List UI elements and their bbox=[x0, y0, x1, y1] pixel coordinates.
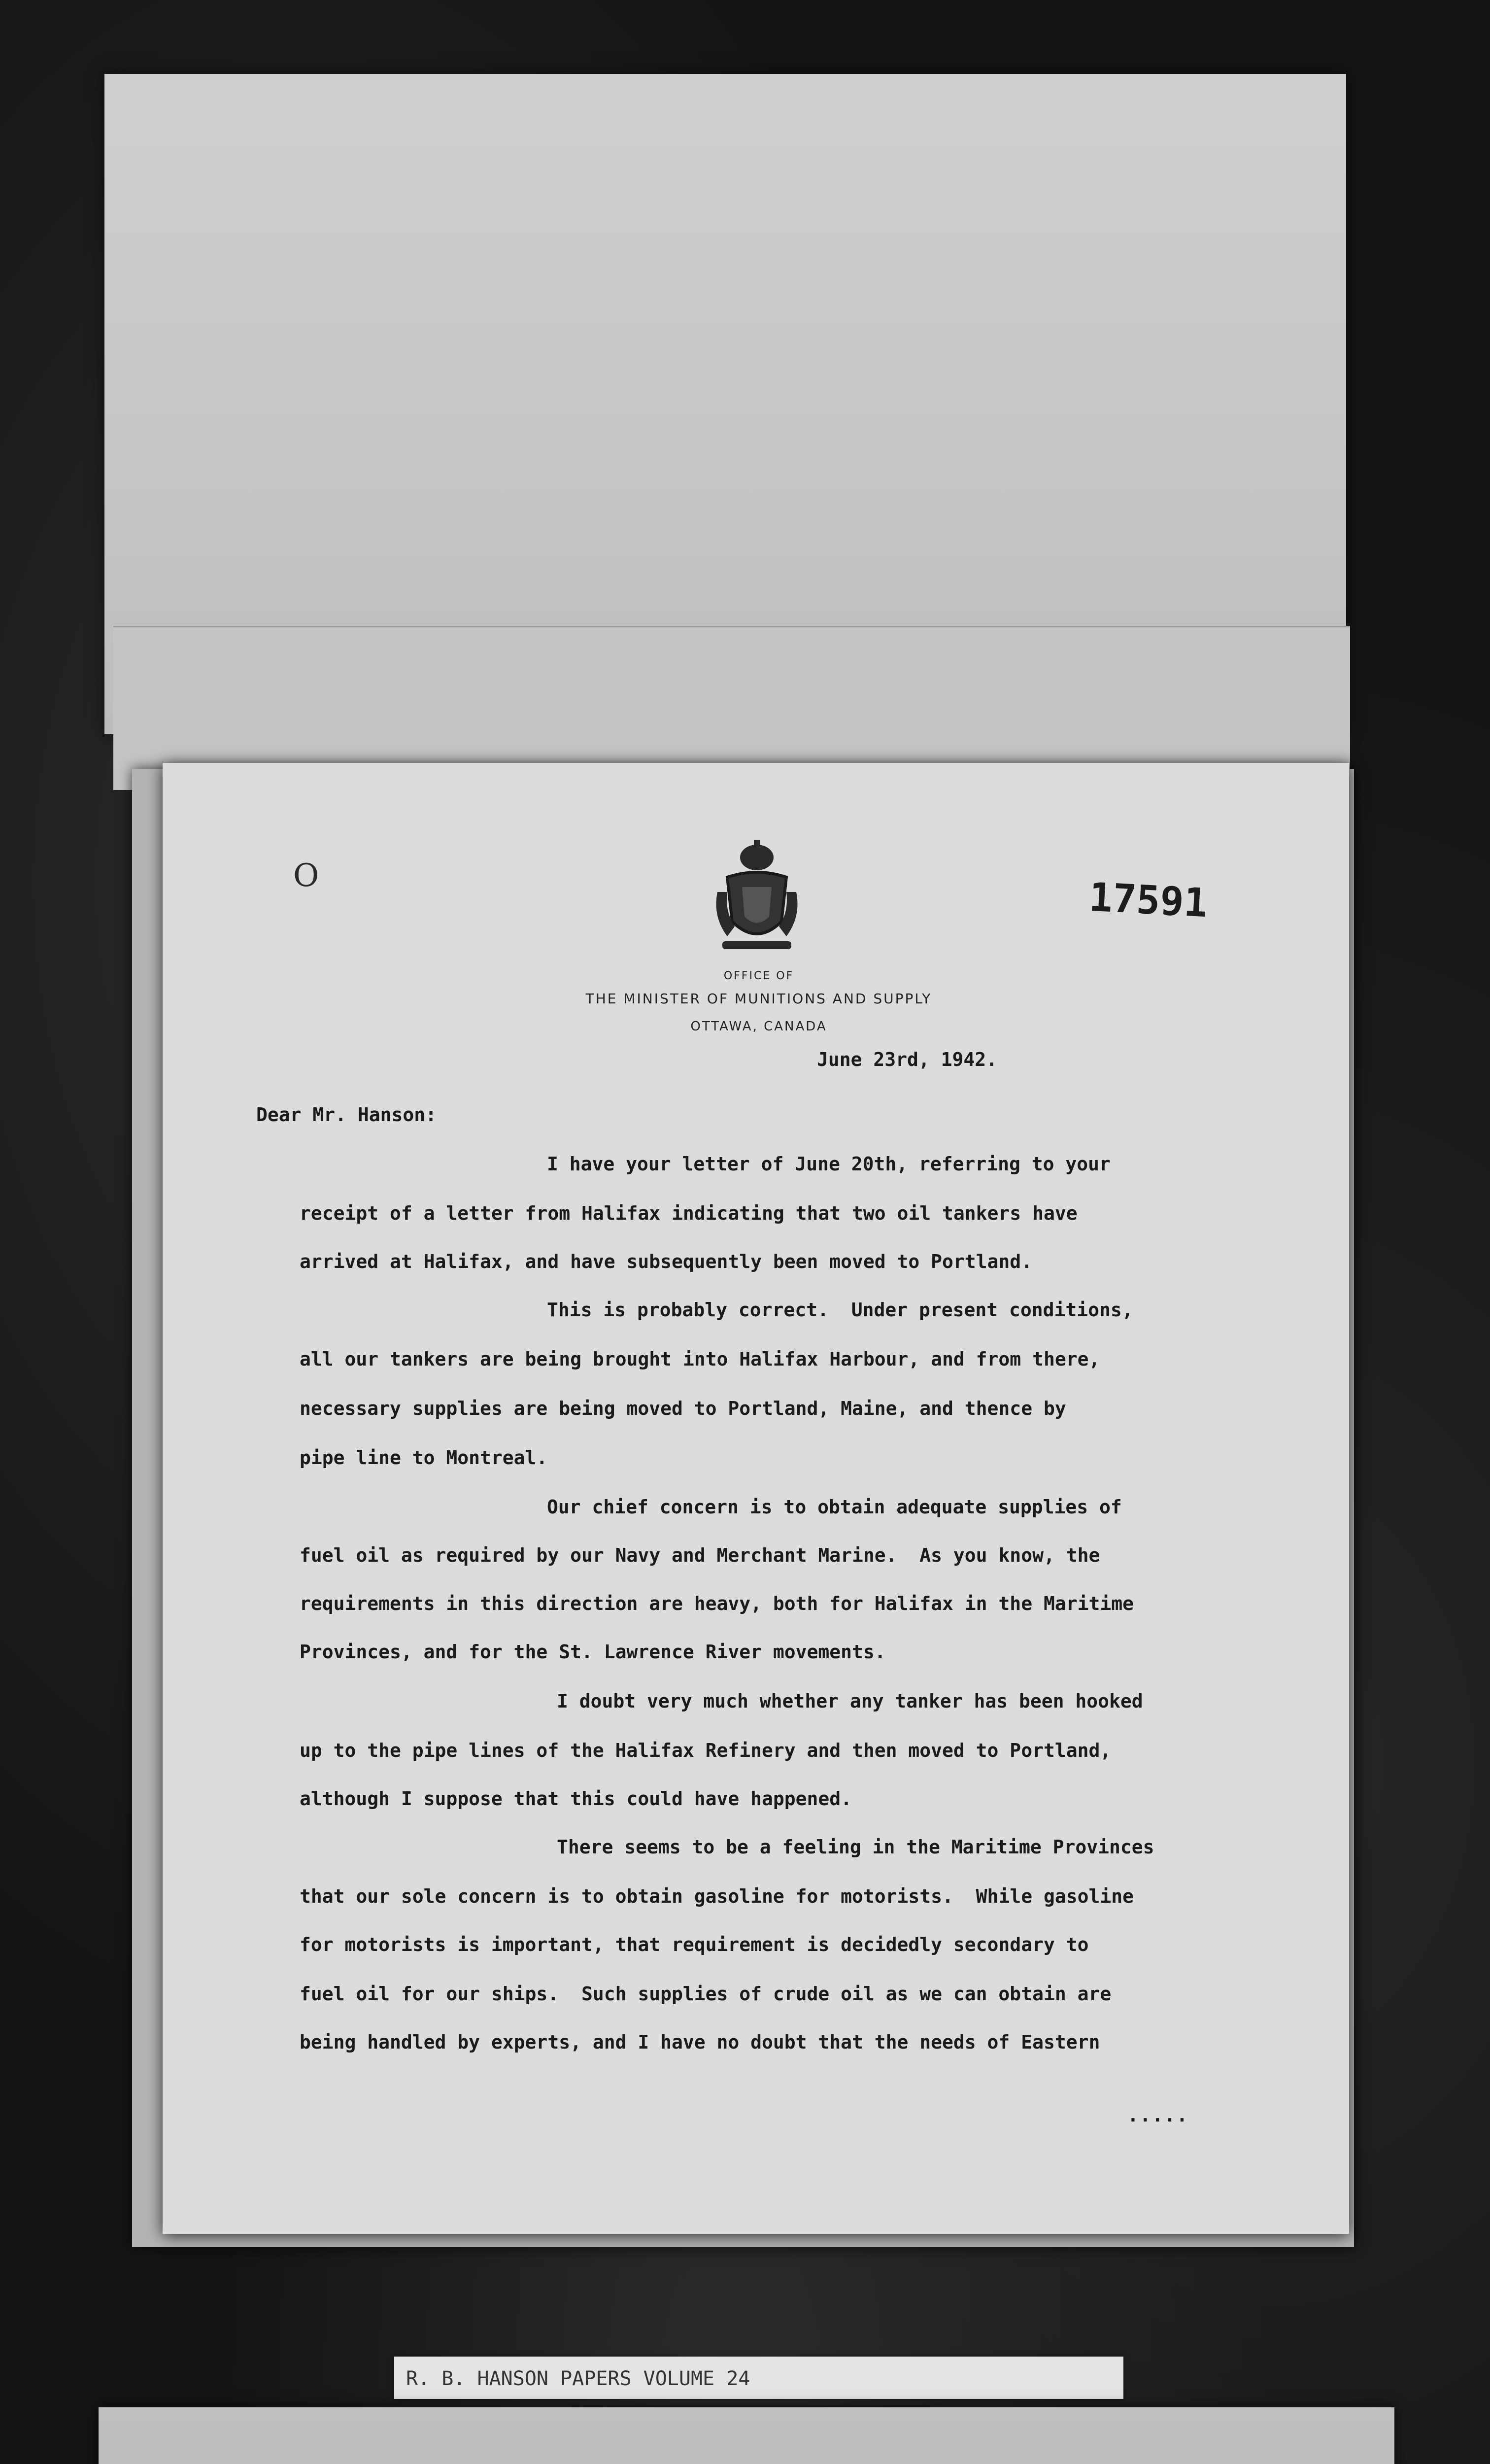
letterhead-office: OFFICE OF bbox=[723, 970, 794, 982]
volume-label bbox=[394, 2357, 1123, 2399]
letter-line: pipe line to Montreal. bbox=[300, 1447, 548, 1469]
letter-line: Provinces, and for the St. Lawrence River movements. bbox=[300, 1641, 886, 1663]
letter-line: for motorists is important, that requirement is decidedly secondary to bbox=[300, 1934, 1089, 1955]
letter-line: that our sole concern is to obtain gasoline for motorists. While gasoline bbox=[300, 1885, 1134, 1907]
letter-line: receipt of a letter from Halifax indicating that two oil tankers have bbox=[300, 1202, 1078, 1224]
corner-mark: O bbox=[293, 857, 319, 894]
archives-card bbox=[99, 2407, 1394, 2464]
letter-line: fuel oil for our ships. Such supplies of crude oil as we can obtain are bbox=[300, 1983, 1112, 2005]
letter-line: all our tankers are being brought into Halifax Harbour, and from there, bbox=[300, 1348, 1100, 1370]
letter-line: This is probably correct. Under present conditions, bbox=[547, 1299, 1133, 1321]
letter-line: necessary supplies are being moved to Portland, Maine, and thence by bbox=[300, 1398, 1066, 1419]
letter-line: There seems to be a feeling in the Maritime Provinces bbox=[557, 1836, 1154, 1858]
letter-line: up to the pipe lines of the Halifax Refinery and then moved to Portland, bbox=[300, 1740, 1112, 1761]
letter-line: arrived at Halifax, and have subsequently been moved to Portland. bbox=[300, 1251, 1033, 1272]
letter-line: fuel oil as required by our Navy and Merchant Marine. As you know, the bbox=[300, 1544, 1100, 1566]
letterhead-ministry: THE MINISTER OF MUNITIONS AND SUPPLY bbox=[585, 991, 932, 1007]
coat-of-arms-icon bbox=[708, 838, 806, 956]
document-number: 17591 bbox=[1087, 874, 1209, 926]
letter-line: Our chief concern is to obtain adequate supplies of bbox=[547, 1496, 1122, 1518]
salutation: Dear Mr. Hanson: bbox=[256, 1104, 437, 1126]
letter-date: June 23rd, 1942. bbox=[817, 1049, 998, 1070]
letter-line: although I suppose that this could have happened. bbox=[300, 1788, 852, 1810]
volume-label-text: R. B. HANSON PAPERS VOLUME 24 bbox=[406, 2367, 750, 2390]
continuation-marks: ..... bbox=[1127, 2104, 1189, 2126]
letter-line: I have your letter of June 20th, referring to your bbox=[547, 1153, 1111, 1175]
letter-line: I doubt very much whether any tanker has been hooked bbox=[557, 1690, 1143, 1712]
letter-line: being handled by experts, and I have no doubt that the needs of Eastern bbox=[300, 2031, 1100, 2053]
letter-line: requirements in this direction are heavy, both for Halifax in the Maritime bbox=[300, 1593, 1134, 1614]
letterhead-location: OTTAWA, CANADA bbox=[690, 1019, 827, 1034]
